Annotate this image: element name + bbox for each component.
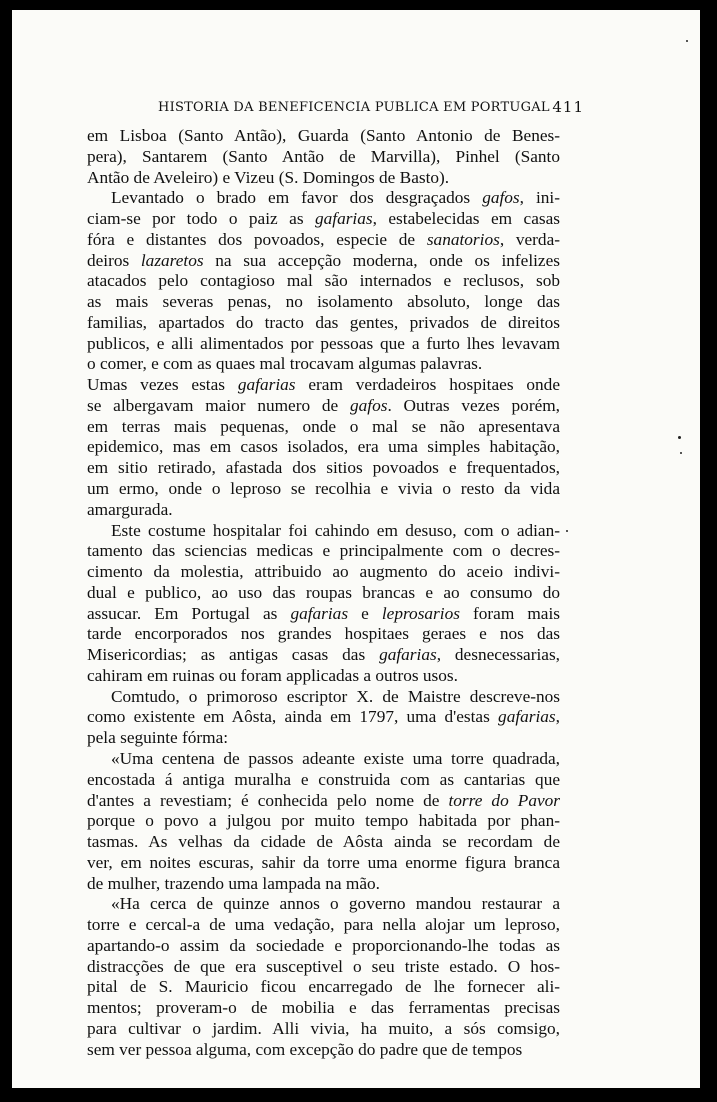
text-line: para cultivar o jardim. Alli vivia, ha muito, a sós comsigo, [87, 1018, 560, 1038]
running-title: HISTORIA DA BENEFICENCIA PUBLICA EM PORTUGAL [158, 100, 550, 115]
text-line: familias, apartados do tracto das gentes, privados de direitos [87, 312, 560, 332]
text-line: distracções de que era susceptivel o seu triste estado. O hos- [87, 956, 560, 976]
text-line: ciam-se por todo o paiz as gafarias, estabelecidas em casas [87, 209, 560, 229]
text-line: pera), Santarem (Santo Antão de Marvilla), Pinhel (Santo [87, 146, 560, 166]
text-line: assucar. Em Portugal as gafarias e leprosarios foram mais [87, 603, 560, 623]
text-line: em Lisboa (Santo Antão), Guarda (Santo Antonio de Benes- [87, 126, 560, 145]
scan-speck [566, 530, 568, 532]
text-line: «Ha cerca de quinze annos o governo mandou restaurar a [111, 894, 560, 914]
text-line: apartando-o assim da sociedade e proporcionando-lhe todas as [87, 935, 560, 955]
page-number: 411 [552, 98, 584, 116]
text-line: fóra e distantes dos povoados, especie de sanatorios, verda- [87, 229, 560, 249]
text-line: tarde encorporados nos grandes hospitaes geraes e nos das [87, 624, 560, 644]
text-line: sem ver pessoa alguma, com excepção do padre que de tempos [87, 1039, 523, 1059]
text-line: Este costume hospitalar foi cahindo em desuso, com o adian- [111, 520, 560, 540]
scan-speck [680, 452, 682, 454]
text-line: em terras mais pequenas, onde o mal se não apresentava [87, 416, 560, 436]
text-line: torre e cercal-a de uma vedação, para nella alojar um leproso, [87, 915, 560, 935]
text-line: tamento das sciencias medicas e principalmente com o decres- [87, 541, 560, 561]
text-line: cahiram em ruinas ou foram applicadas a outros usos. [87, 665, 458, 685]
text-line: atacados pelo contagioso mal são internados e reclusos, sob [87, 271, 560, 291]
text-line: um ermo, onde o leproso se recolhia e vivia o resto da vida [87, 479, 560, 499]
text-line: pela seguinte fórma: [87, 728, 229, 748]
text-line: Antão de Aveleiro) e Vizeu (S. Domingos de Basto). [87, 167, 450, 187]
text-line: pital de S. Mauricio ficou encarregado de lhe fornecer ali- [87, 977, 560, 997]
text-line: ver, em noites escuras, sahir da torre uma enorme figura branca [87, 852, 560, 872]
text-line: «Uma centena de passos adeante existe uma torre quadrada, [111, 748, 560, 768]
text-line: de mulher, trazendo uma lampada na mão. [87, 873, 380, 893]
text-line: como existente em Aôsta, ainda em 1797, uma d'estas gafarias, [87, 707, 560, 727]
text-line: amargurada. [87, 499, 173, 519]
text-line: Comtudo, o primoroso escriptor X. de Maistre descreve-nos [111, 686, 560, 706]
text-line: tasmas. As velhas da cidade de Aôsta ainda se recordam de [87, 832, 560, 852]
text-line: deiros lazaretos na sua accepção moderna, onde os infelizes [87, 250, 560, 270]
text-line: d'antes a revestiam; é conhecida pelo nome de torre do Pavor [87, 790, 560, 810]
text-line: cimento da molestia, attribuido ao augmento do aceio indivi- [87, 562, 560, 582]
text-line: se albergavam maior numero de gafos. Outras vezes porém, [87, 395, 561, 415]
text-line: Levantado o brado em favor dos desgraçados gafos, ini- [111, 188, 560, 208]
text-line: Umas vezes estas gafarias eram verdadeiros hospitaes onde [87, 375, 560, 395]
scan-speck [678, 436, 681, 439]
text-line: em sitio retirado, afastada dos sitios povoados e frequentados, [87, 458, 560, 478]
text-line: mentos; proveram-o de mobilia e das ferramentas precisas [87, 998, 560, 1018]
text-line: Misericordias; as antigas casas das gafarias, desnecessarias, [87, 645, 560, 665]
text-line: porque o povo a julgou por muito tempo habitada por phan- [87, 811, 560, 831]
text-line: encostada á antiga muralha e construida com as cantarias que [87, 769, 560, 789]
text-line: as mais severas penas, no isolamento absoluto, longe das [87, 292, 560, 312]
text-line: epidemico, mas em casos isolados, era uma simples habitação, [87, 437, 560, 457]
body-text [87, 126, 560, 1060]
scan-speck [686, 40, 688, 42]
page-header [158, 98, 584, 118]
text-line: o comer, e com as quaes mal trocavam algumas palavras. [87, 354, 483, 374]
text-line: dual e publico, ao uso das roupas brancas e ao consumo do [87, 582, 560, 602]
text-line: publicos, e alli alimentados por pessoas que a furto lhes levavam [87, 333, 560, 353]
